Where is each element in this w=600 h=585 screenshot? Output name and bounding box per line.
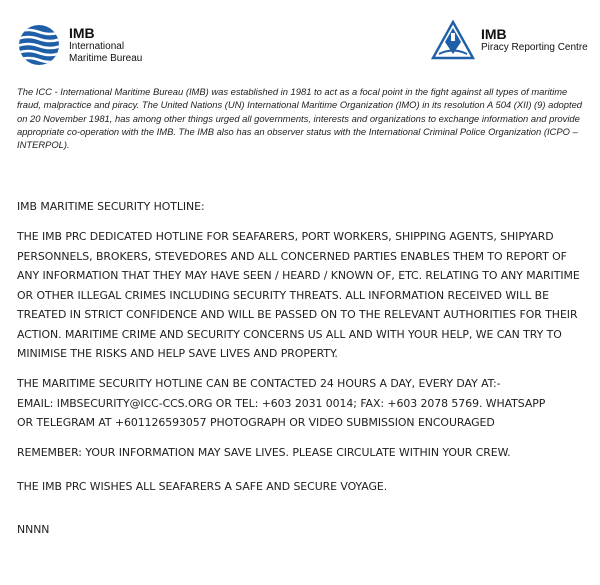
- hotline-description: THE IMB PRC DEDICATED HOTLINE FOR SEAFARERS, PORT WORKERS, SHIPPING AGENTS, SHIPYARD PERSONNELS, BROKERS, STEVEDORES AND ALL CONCERNED PARTIES ENABLES THEM TO REPORT OF ANY INFORMATION THAT THEY MAY HAVE SEEN / HEARD / KNOWN OF, ETC. RELATING TO ANY MARITIME OR OTHER ILLEGAL CRIMES INCLUDING SECURITY THREATS. ALL INFORMATION RECEIVED WILL BE TREATED IN STRICT CONFIDENCE AND WILL BE PASSED ON TO THE RELEVANT AUTHORITIES FOR THEIR ACTION. MARITIME CRIME AND SECURITY CONCERNS US ALL AND WITH YOUR HELP, WE CAN TRY TO MINIMISE THE RISKS AND HELP SAVE LIVES AND PROPERTY.: [17, 230, 580, 360]
- contact-line-email-tel: EMAIL: IMBSECURITY@ICC-CCS.ORG OR TEL: +603 2031 0014; FAX: +603 2078 5769. WHATSAPP: [17, 396, 546, 410]
- contact-line-whatsapp: OR TELEGRAM AT +601126593057 PHOTOGRAPH OR VIDEO SUBMISSION ENCOURAGED: [17, 416, 495, 429]
- contact-line: THE MARITIME SECURITY HOTLINE CAN BE CONTACTED 24 HOURS A DAY, EVERY DAY AT:-: [17, 377, 501, 390]
- end-marker: NNNN: [17, 523, 50, 536]
- imb-globe-logo-icon: [17, 23, 61, 67]
- org-subtitle-left-line1: International: [69, 41, 125, 52]
- hotline-heading: IMB MARITIME SECURITY HOTLINE:: [17, 200, 205, 213]
- org-abbr-left: IMB: [69, 25, 95, 41]
- org-name-left: [69, 25, 142, 65]
- piracy-reporting-centre-logo-icon: [431, 20, 475, 62]
- org-subtitle-right: Piracy Reporting Centre: [481, 42, 588, 53]
- wishes-notice: THE IMB PRC WISHES ALL SEAFARERS A SAFE AND SECURE VOYAGE.: [17, 480, 388, 493]
- org-abbr-right: IMB: [481, 26, 507, 42]
- org-name-right: [481, 26, 588, 54]
- hotline-contact: [17, 374, 592, 433]
- org-subtitle-left-line2: Maritime Bureau: [69, 53, 143, 64]
- remember-notice: REMEMBER: YOUR INFORMATION MAY SAVE LIVES. PLEASE CIRCULATE WITHIN YOUR CREW.: [17, 446, 511, 459]
- intro-paragraph: The ICC - International Maritime Bureau (IMB) was established in 1981 to act as a focal point in the fight against all types of maritime fraud, malpractice and piracy. The United Nations (UN) International Maritime Organization (IMO) in its resolution A 504 (XII) (9) adopted on 20 November 1981, has among other things urged all governments, interests and organizations to exchange information and provide appropriate co-operation with the IMB. The IMB also has an observer status with the International Criminal Police Organization (ICPO – INTERPOL).: [17, 86, 582, 151]
